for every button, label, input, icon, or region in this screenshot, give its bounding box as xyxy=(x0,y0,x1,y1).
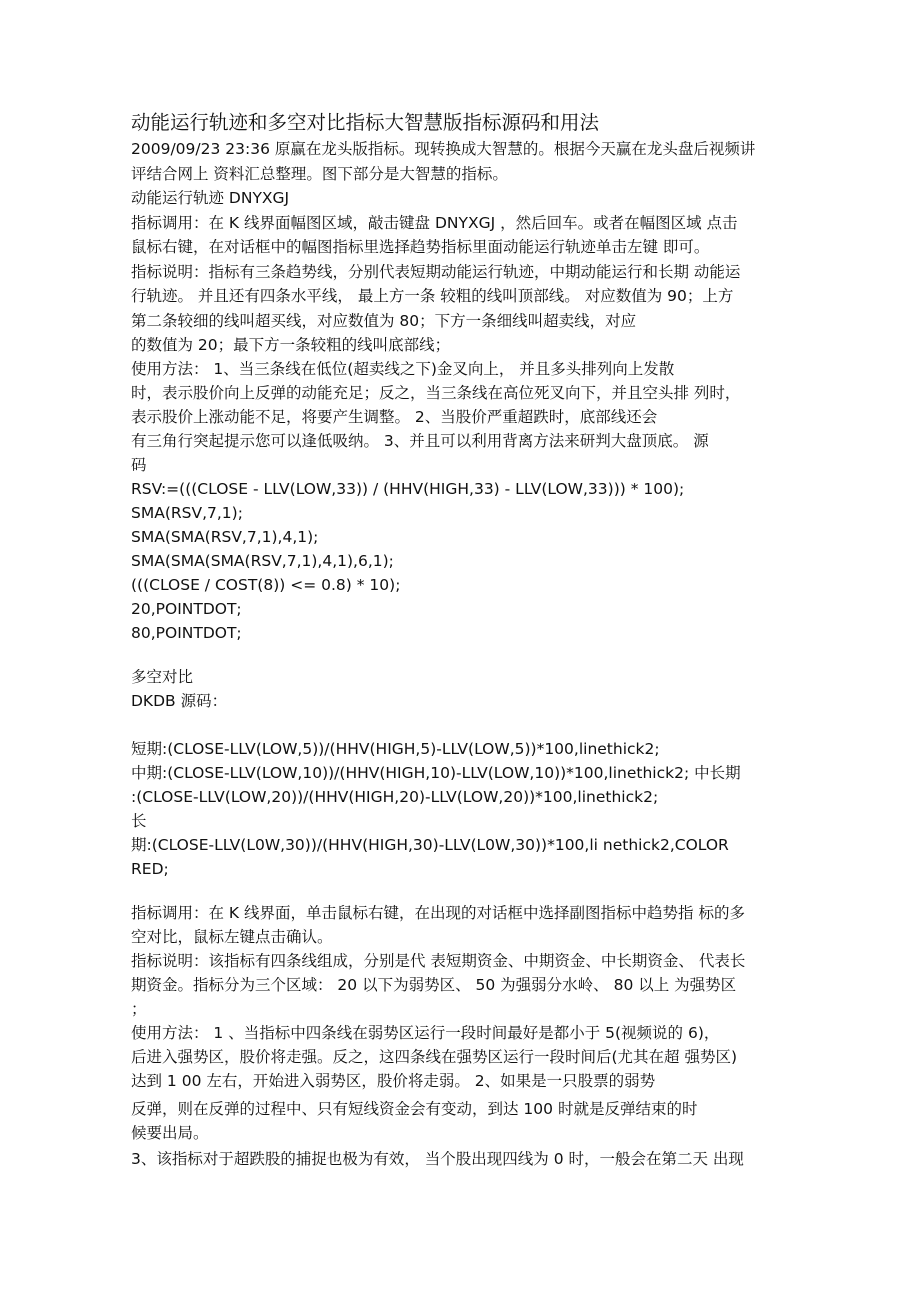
code-line: 80,POINTDOT; xyxy=(131,624,242,642)
text-line: 空对比，鼠标左键点击确认。 xyxy=(131,928,333,946)
section-heading: 多空对比 xyxy=(131,668,194,686)
text-line: 评结合网上 资料汇总整理。图下部分是大智慧的指标。 xyxy=(131,165,508,183)
code-line: 中期:(CLOSE-LLV(LOW,10))/(HHV(HIGH,10)-LLV(LOW,10))*100,linethick2; 中长期 xyxy=(131,764,741,782)
text-line: 后进入强势区，股价将走强。反之，这四条线在强势区运行一段时间后(尤其在超 强势区) xyxy=(131,1048,738,1066)
code-line: :(CLOSE-LLV(LOW,20))/(HHV(HIGH,20)-LLV(LOW,20))*100,linethick2; xyxy=(131,788,659,806)
text-line: 2009/09/23 23:36 原赢在龙头版指标。现转换成大智慧的。根据今天赢在龙头盘后视频讲 xyxy=(131,140,756,158)
text-line: 达到 1 00 左右，开始进入弱势区，股价将走弱。 2、如果是一只股票的弱势 xyxy=(131,1072,656,1090)
text-line: 有三角行突起提示您可以逢低吸纳。 3、并且可以利用背离方法来研判大盘顶底。 源 xyxy=(131,432,709,450)
section-heading: 动能运行轨迹 DNYXGJ xyxy=(131,189,290,207)
text-line: DKDB 源码： xyxy=(131,692,228,710)
text-line: 第二条较细的线叫超买线，对应数值为 80；下方一条细线叫超卖线，对应 xyxy=(131,312,637,330)
code-line: 短期:(CLOSE-LLV(LOW,5))/(HHV(HIGH,5)-LLV(LOW,5))*100,linethick2; xyxy=(131,740,660,758)
text-line: 指标调用：在 K 线界面，单击鼠标右键，在出现的对话框中选择副图指标中趋势指 标的多 xyxy=(131,904,745,922)
code-line: RED; xyxy=(131,860,169,878)
text-line: 指标说明：该指标有四条线组成，分别是代 表短期资金、中期资金、中长期资金、 代表长 xyxy=(131,952,746,970)
text-line: 指标调用：在 K 线界面幅图区域，敲击键盘 DNYXGJ ，然后回车。或者在幅图区域 点击 xyxy=(131,214,738,232)
text-line: 使用方法： 1、当三条线在低位(超卖线之下)金叉向上， 并且多头排列向上发散 xyxy=(131,360,675,378)
code-line: 期:(CLOSE-LLV(L0W,30))/(HHV(HIGH,30)-LLV(L0W,30))*100,li nethick2,COLOR xyxy=(131,836,729,854)
text-line: 候要出局。 xyxy=(131,1124,209,1142)
page-title: 动能运行轨迹和多空对比指标大智慧版指标源码和用法 xyxy=(131,111,600,134)
text-line: 指标说明：指标有三条趋势线，分别代表短期动能运行轨迹，中期动能运行和长期 动能运 xyxy=(131,263,741,281)
text-line: 的数值为 20；最下方一条较粗的线叫底部线； xyxy=(131,336,451,354)
code-line: RSV:=(((CLOSE - LLV(LOW,33)) / (HHV(HIGH,33) - LLV(LOW,33))) * 100); xyxy=(131,480,685,498)
text-line: 反弹，则在反弹的过程中、只有短线资金会有变动，到达 100 时就是反弹结束的时 xyxy=(131,1100,698,1118)
text-line: 3、该指标对于超跌股的捕捉也极为有效， 当个股出现四线为 0 时，一般会在第二天 出现 xyxy=(131,1150,744,1168)
text-line: 行轨迹。 并且还有四条水平线， 最上方一条 较粗的线叫顶部线。 对应数值为 90；上方 xyxy=(131,287,734,305)
code-line: SMA(SMA(SMA(RSV,7,1),4,1),6,1); xyxy=(131,552,394,570)
code-line: SMA(SMA(RSV,7,1),4,1); xyxy=(131,528,319,546)
code-line: (((CLOSE / COST(8)) <= 0.8) * 10); xyxy=(131,576,401,594)
code-line: SMA(RSV,7,1); xyxy=(131,504,243,522)
text-line: 鼠标右键，在对话框中的幅图指标里选择趋势指标里面动能运行轨迹单击左键 即可。 xyxy=(131,238,710,256)
code-line: 长 xyxy=(131,812,147,830)
text-line: 时，表示股价向上反弹的动能充足；反之，当三条线在高位死叉向下，并且空头排 列时， xyxy=(131,384,741,402)
code-line: 20,POINTDOT; xyxy=(131,600,242,618)
text-line: 使用方法： 1 、当指标中四条线在弱势区运行一段时间最好是都小于 5(视频说的 6)， xyxy=(131,1024,720,1042)
text-line: 表示股价上涨动能不足，将要产生调整。 2、当股价严重超跌时，底部线还会 xyxy=(131,408,658,426)
text-line: ； xyxy=(131,1000,147,1018)
text-line: 码 xyxy=(131,456,147,474)
text-line: 期资金。指标分为三个区域： 20 以下为弱势区、 50 为强弱分水岭、 80 以上 为强势区 xyxy=(131,976,737,994)
